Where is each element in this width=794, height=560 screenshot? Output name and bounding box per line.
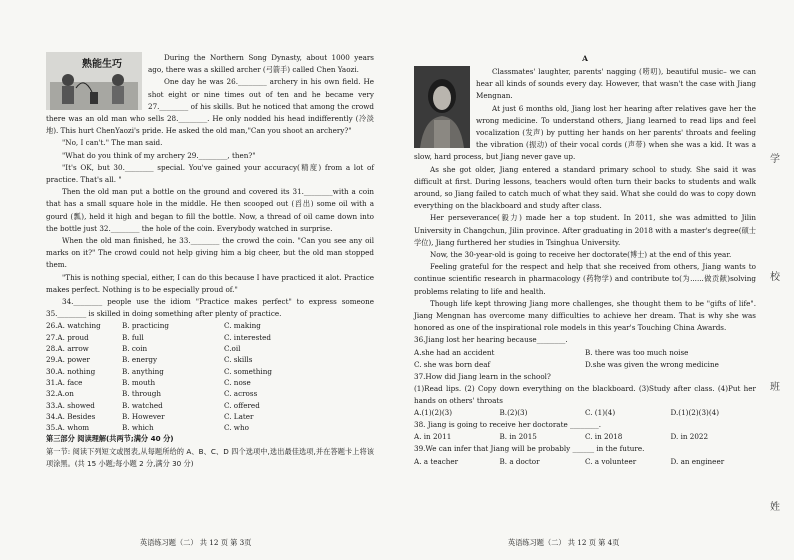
left-page	[0, 0, 388, 560]
option-row: 27.A. proud B. full C. interested	[46, 332, 272, 342]
portrait-photo	[414, 66, 470, 148]
binding-gutter	[760, 0, 794, 560]
page-footer-right: 英语练习题（二） 共 12 页 第 4页	[508, 538, 620, 547]
gutter-char: 校	[770, 272, 780, 283]
portrait-image	[414, 66, 470, 148]
page-footer-left: 英语练习题（二） 共 12 页 第 3页	[140, 538, 252, 547]
option-row: 30.A. nothing B. anything C. something	[46, 366, 272, 376]
dialog-line: "It's OK, but 30.________ special. You've gained your accuracy(精度) from a lot of practice. That's all. "	[46, 162, 374, 185]
right-page	[396, 0, 760, 560]
passage-para: When the old man finished, he 33.________ the crowd the coin. "Can you see any oil marks on it?" The crowd could not help giving him a big cheer, but the old man stopped them.	[46, 236, 374, 270]
gutter-char: 学	[770, 154, 780, 165]
section-instructions: 第一节: 阅读下列短文或图表,从每题所给的 A、B、C、D 四个选项中,选出最佳选项,并在答题卡上将该项涂黑。(共 15 小题;每小题 2 分,满分 30 分)	[46, 446, 374, 468]
option-row: 32.A.on B. through C. across	[46, 389, 258, 399]
passage-heading: A	[582, 54, 588, 63]
option-row: 33.A. showed B. watched C. offered	[46, 400, 260, 410]
option-row: 35.A. whom B. which C. who	[46, 423, 249, 433]
q36-options-2: C. she was born deaf D.she was given the wrong medicine	[414, 359, 719, 369]
question-39: 39.We can infer that Jiang will be probably ______ in the future.	[414, 444, 645, 454]
q39-options: A. a teacher B. a doctor C. a volunteer D. an engineer	[414, 456, 725, 466]
passage-para: Though life kept throwing Jiang more challenges, she thought them to be "gifts of life". Jiang Mengnan has overcome many difficulties to achieve her dream. That is why she was honored as one of the inspirational role models in this year's Touching China Awards.	[414, 298, 756, 333]
passage-para: One day he was 26.________ archery in his own field. He shot eight or nine times out of ten and he became very 27.________ of his skills. But he noticed that among the crowd there was an old man who sells 28.________. He only nodded his head indifferently (冷淡地). This hurt ChenYaozi's pride. He asked the old man,"Can you shoot an archery?"	[46, 77, 374, 136]
cloze-options	[46, 320, 374, 433]
passage-para: At just 6 months old, Jiang lost her hearing after relatives gave her the wrong medicine. To understand others, Jiang learned to read lips and feel vocalization (发声) by putting her hands on her parents' throats and feeling the vibration (振动) of their vocal cords (声带) when she was a kid. It was a slow, hard process, but Jiang never gave up.	[414, 103, 756, 162]
option-row: 29.A. power B. energy C. skills	[46, 355, 253, 365]
passage-para: Her perseverance(毅力) made her a top student. In 2011, she was admitted to Jilin University in Changchun, Jilin province. After graduating in 2018 with a master's degree(硕士学位), Jiang furthered her studies in Tsinghua University.	[414, 213, 756, 247]
q36-options-1: A.she had an accident B. there was too much noise	[414, 347, 689, 357]
passage-para: Now, the 30-year-old is going to receive her doctorate(博士) at the end of this year.	[430, 250, 732, 260]
passage-para: Classmates' laughter, parents' nagging (唠叨), beautiful music– we can hear all kinds of sounds every day. However, that wasn't the case with Jiang Mengnan.	[476, 67, 756, 101]
option-row: 34.A. Besides B. However C. Later	[46, 411, 254, 421]
gutter-char: 姓	[770, 502, 780, 513]
dialog-line: "What do you think of my archery 29.________, then?"	[62, 150, 256, 160]
passage-para: 34.________ people use the idiom "Practice makes perfect" to express someone 35.________ is skilled in doing something after plenty of practice.	[46, 297, 374, 319]
question-37: 37.How did Jiang learn in the school?	[414, 371, 551, 381]
dialog-line: "No, I can't." The man said.	[62, 138, 163, 148]
passage-para: During the Northern Song Dynasty, about 1000 years ago, there was a skilled archer (弓箭手) called Chen Yaozi.	[148, 53, 374, 75]
cartoon-title: 熟能生巧	[82, 59, 122, 70]
q38-options: A. in 2011 B. in 2015 C. in 2018 D. in 2022	[414, 432, 709, 442]
question-37-desc: (1)Read lips. (2) Copy down everything on the blackboard. (3)Study after class. (4)Put her hands on others' throats	[414, 383, 756, 406]
passage-para: As she got older, Jiang entered a standard primary school to study. She said it was difficult at first. During lessons, teachers would often turn their backs to students and walk around, so Jiang failed to catch much of what they said. What she could do was to copy down everything on the blackboard and study after class.	[414, 164, 756, 211]
option-row: 26.A. watching B. practicing C. making	[46, 321, 261, 331]
passage-para: Then the old man put a bottle on the ground and covered its 31.________with a coin that has a small square hole in the middle. He then scooped out (舀出) some oil with a gourd (瓢), held it high and began to fill the bottle. Now, a thread of oil came down into the bottle just 32.________ the hole of the coin. Everybody watched in surprise.	[46, 187, 374, 233]
option-row: 31.A. face B. mouth C. nose	[46, 377, 251, 387]
option-row: 28.A. arrow B. coin C.oil	[46, 344, 241, 354]
section-title: 第三部分 阅读理解(共两节;满分 40 分)	[46, 434, 174, 444]
gutter-char: 班	[770, 382, 780, 393]
question-38: 38. Jiang is going to receive her doctorate ________.	[414, 420, 602, 430]
cartoon-illustration	[46, 52, 142, 110]
passage-para: Feeling grateful for the respect and help that she received from others, Jiang wants to continue scientific research in pharmacology (药物学) and contribute to(为......做贡献)solving problems relating to life and health.	[414, 262, 756, 296]
q37-options: A.(1)(2)(3) B.(2)(3) C. (1)(4) D.(1)(2)(3)(4)	[414, 408, 720, 418]
passage-para: "This is nothing special, either, I can do this because I have practiced it alot. Practice makes perfect. Nothing is to be especially proud of."	[46, 272, 374, 294]
question-36: 36.Jiang lost her hearing because________.	[414, 335, 568, 345]
